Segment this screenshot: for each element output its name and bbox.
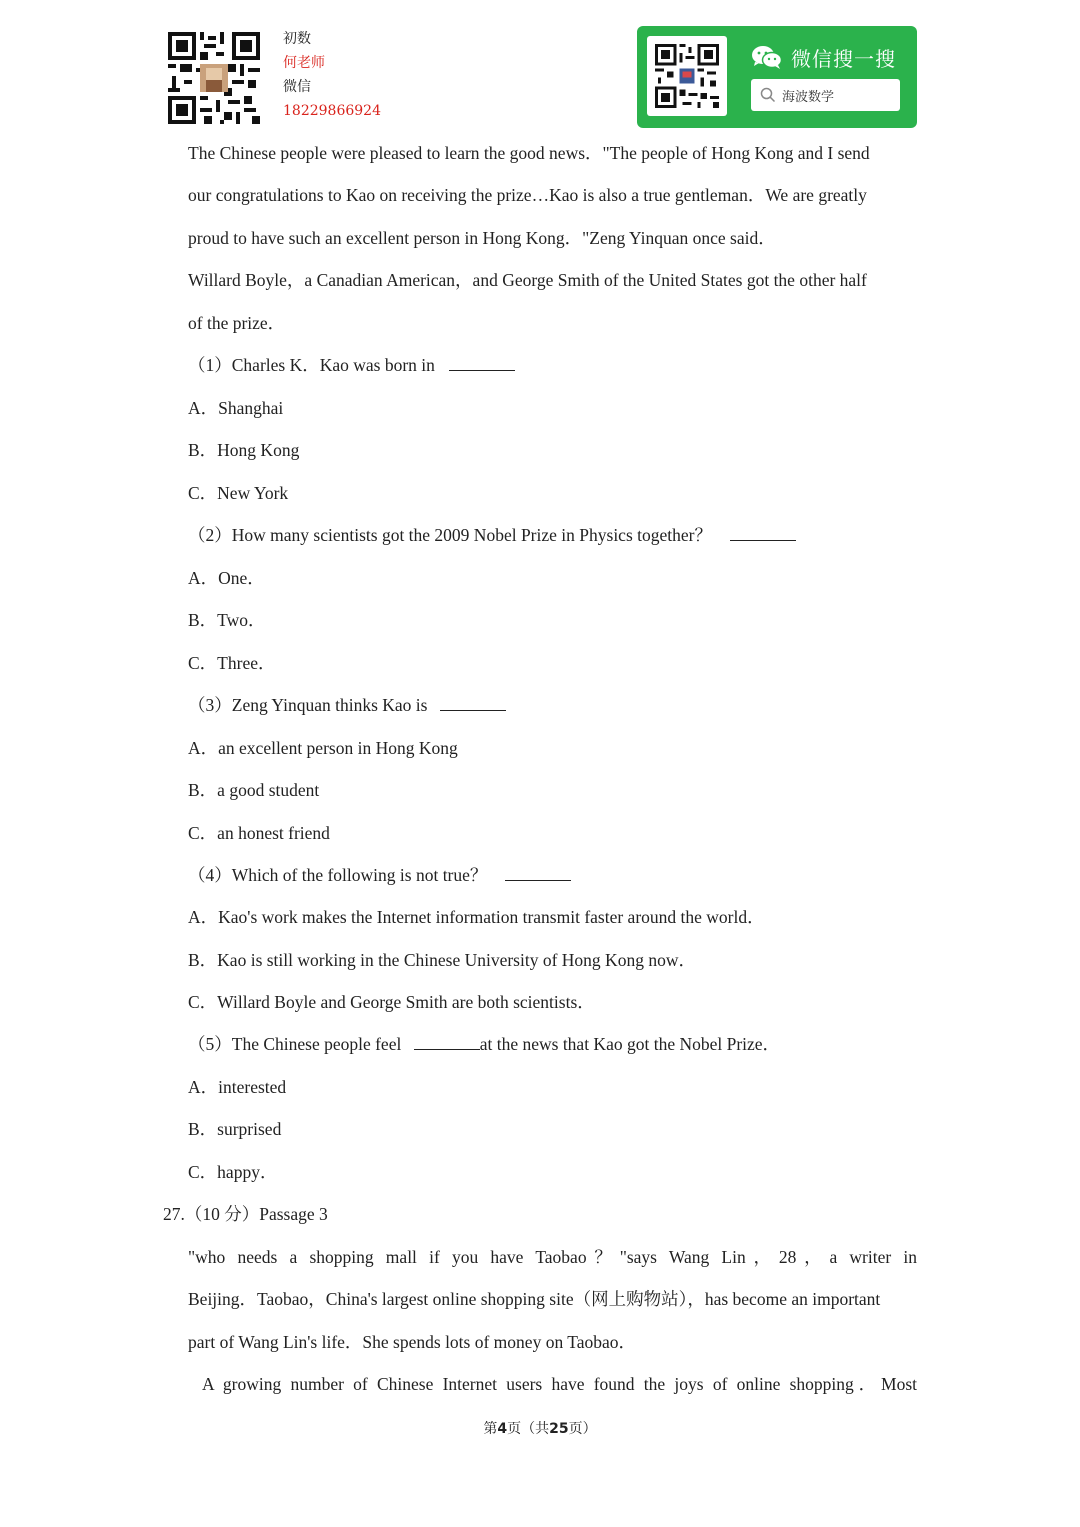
question-3-option-b: B．a good student [188, 780, 320, 800]
passage-line-5: of the prize． [188, 313, 286, 333]
question-1-option-b: B．Hong Kong [188, 440, 300, 460]
question-3-stem: （3）Zeng Yinquan thinks Kao is [188, 694, 506, 716]
footer-prefix: 第 [483, 1421, 498, 1437]
wechat-search-title: 微信搜一搜 [791, 46, 896, 71]
question-2-option-c: C．Three． [188, 653, 276, 673]
footer-middle: 页（共 [507, 1421, 550, 1437]
answer-blank [414, 1033, 480, 1050]
header-label-math: 初数 [283, 31, 311, 47]
question-2-stem: （2）How many scientists got the 2009 Nobel Prize in Physics together？ [188, 524, 796, 546]
question-4-option-b: B．Kao is still working in the Chinese University of Hong Kong now． [188, 950, 696, 970]
header-label-wechat: 微信 [283, 79, 311, 95]
question-1-option-c: C．New York [188, 483, 289, 503]
question-27-title: 27.（10 分）Passage 3 [163, 1204, 328, 1224]
question-4-option-c: C．Willard Boyle and George Smith are both scientists． [188, 992, 595, 1012]
passage-line-3: proud to have such an excellent person in Hong Kong．"Zeng Yinquan once said． [188, 228, 776, 248]
question-27-line-3: part of Wang Lin's life．She spends lots of money on Taobao． [188, 1332, 637, 1352]
passage-line-4: Willard Boyle，a Canadian American，and George Smith of the United States got the other half [188, 270, 867, 290]
question-27-line-4: A growing number of Chinese Internet users have found the joys of online shopping．Most [202, 1374, 917, 1394]
question-1-option-a: A．Shanghai [188, 398, 284, 418]
qr-code-icon [655, 44, 719, 108]
banner-qr-frame [647, 36, 727, 116]
question-2-option-b: B．Two． [188, 610, 266, 630]
question-5-stem: （5）The Chinese people feel at the news that Kao got the Nobel Prize． [188, 1034, 781, 1054]
wechat-search-text: 海波数学 [782, 89, 835, 105]
question-27-line-2: Beijing．Taobao，China's largest online shopping site（网上购物站），has become an important [188, 1289, 881, 1309]
question-3-option-c: C．an honest friend [188, 823, 330, 843]
passage-line-2: our congratulations to Kao on receiving the prize…Kao is also a true gentleman．We are greatly [188, 185, 867, 205]
question-5-option-c: C．happy． [188, 1162, 278, 1182]
wechat-search-banner[interactable] [637, 26, 917, 128]
question-1-stem: （1）Charles K．Kao was born in [188, 354, 515, 376]
page-footer [0, 1418, 1080, 1438]
answer-blank [440, 694, 506, 711]
question-2-option-a: A．One． [188, 568, 265, 588]
wechat-search-title-row [751, 42, 896, 72]
footer-total-pages: 25 [549, 1421, 569, 1437]
answer-blank [505, 864, 571, 881]
question-3-option-a: A．an excellent person in Hong Kong [188, 738, 458, 758]
passage-line-1: The Chinese people were pleased to learn the good news．"The people of Hong Kong and I send [188, 143, 870, 163]
footer-page-number: 4 [497, 1421, 508, 1437]
wechat-icon [751, 44, 783, 70]
header-teacher-name: 何老师 [283, 55, 325, 71]
answer-blank [449, 354, 515, 371]
footer-suffix: 页） [568, 1421, 597, 1437]
question-27-line-1: "who needs a shopping mall if you have Taobao？"says Wang Lin，28，a writer in [188, 1247, 917, 1267]
wechat-search-input[interactable] [751, 79, 900, 111]
answer-blank [730, 524, 796, 541]
question-5-option-b: B．surprised [188, 1119, 282, 1139]
question-5-option-a: A．interested [188, 1077, 287, 1097]
qr-code-icon [168, 32, 260, 124]
header-contact [283, 27, 381, 123]
header-phone: 18229866924 [283, 103, 381, 119]
search-icon [760, 87, 776, 103]
question-4-option-a: A．Kao's work makes the Internet information transmit faster around the world． [188, 907, 765, 927]
question-4-stem: （4）Which of the following is not true？ [188, 864, 571, 886]
